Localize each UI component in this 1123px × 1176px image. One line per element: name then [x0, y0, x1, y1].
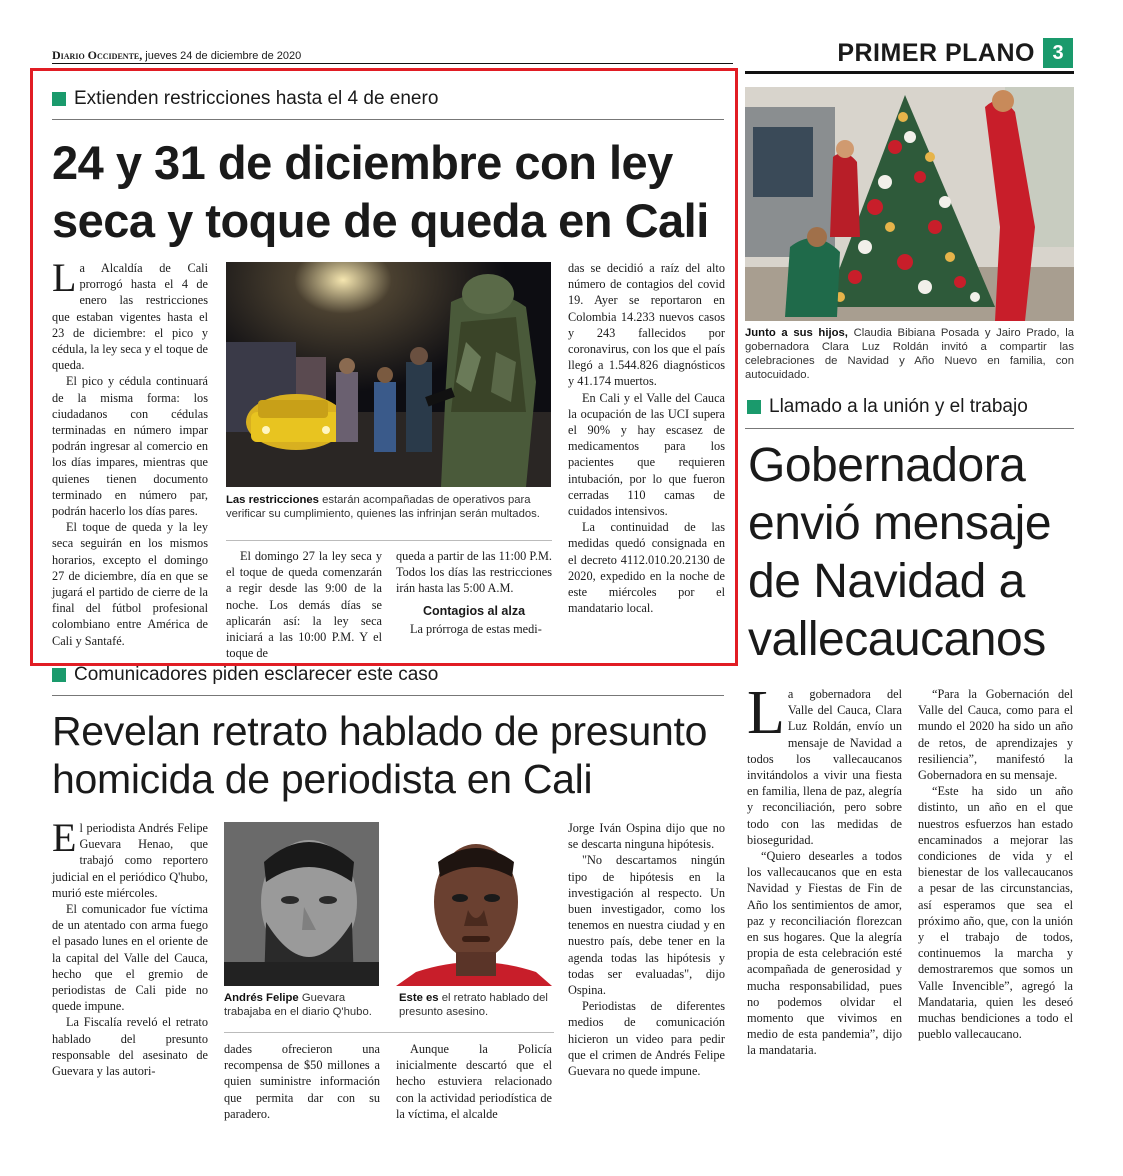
paragraph: “Quiero desearles a todos los vallecaucanos que en esta Navidad y Fiestas de Fin de Año los sentimientos de amor, paz y reconciliación florezcan en sus hogares. Que la alegría propia de esta celebración esté acompañada de generosidad y mucha responsabilidad, pues no podemos olvidar el momento que vivimos en medio de esta pandemia”, dijo la mandataria. — [747, 849, 902, 1058]
headline-line: envió mensaje — [748, 497, 1052, 550]
paragraph: La Fiscalía reveló el retrato hablado del presunto responsable del asesinato de Guevara y las autori- — [52, 1015, 208, 1079]
article2-column-4 — [568, 820, 725, 1079]
suspect-sketch-image — [396, 822, 552, 986]
right-kicker-rule — [745, 428, 1074, 429]
publication-name: Diario Occidente, — [52, 48, 143, 62]
paragraph: La continuidad de las medidas quedó consignada en el decreto 4112.010.20.2130 de 2020, expedido en la noche de este miércoles por el mandatario local. — [568, 520, 725, 616]
headline-line: de Navidad a — [748, 555, 1025, 608]
article2-kicker-rule — [52, 695, 724, 696]
kicker-square-icon — [747, 400, 761, 414]
caption-lead: Junto a sus hijos, — [745, 327, 848, 339]
page-header-info — [52, 48, 301, 63]
header-rule-left — [52, 63, 733, 64]
kicker-square-icon — [52, 668, 66, 682]
paragraph: El comunicador fue víctima de un atentado con arma fuego el pasado lunes en el oriente de la capital del Valle del Cauca, hecho que el gremio de periodistas de Cali pide no quede impune. — [52, 902, 208, 1014]
right-article-column-2 — [918, 686, 1073, 1042]
paragraph: Jorge Iván Ospina dijo que no se descarta ninguna hipótesis. — [568, 821, 725, 852]
drop-cap: L — [52, 255, 77, 300]
journalist-portrait-image — [224, 822, 379, 986]
paragraph: “Para la Gobernación del Valle del Cauca, como para el mundo el 2020 ha sido un año de retos, de aprendizajes y resiliencia”, manifestó la Gobernadora en su mensaje. — [918, 687, 1073, 783]
article1-kicker — [52, 88, 438, 110]
section-header — [837, 38, 1073, 68]
header-rule-right — [745, 71, 1074, 74]
caption-lead: Las restricciones — [226, 494, 319, 506]
paragraph: El toque de queda y la ley seca seguirán en los mismos horarios, excepto el domingo 27 de diciembre, día en que se jugará el partido de cierre de la final del fútbol profesional colombiano entre América de Cali y Santafé. — [52, 520, 208, 648]
paragraph: das se decidió a raíz del alto número de contagios del covid 19. Ayer se reportaron en Colombia 14.233 nuevos casos y 243 fallecidos por coronavirus, con los que el país llegó a 1.544.826 diagnósticos y 41.174 muertos. — [568, 261, 725, 389]
drop-cap: L — [747, 679, 785, 747]
caption-lead: Este es — [399, 992, 439, 1004]
caption-text: estarán acompañadas de operativos para verificar su cumplimiento, quienes las infrinjan serán multados. — [226, 494, 540, 520]
article2-column-3 — [396, 1041, 552, 1122]
article1-column-2 — [226, 548, 382, 661]
article1-photo-caption — [226, 493, 554, 521]
right-article-kicker — [747, 396, 1028, 418]
paragraph: Periodistas de diferentes medios de comunicación hicieron un video para pedir que el crimen de Andrés Felipe Guevara no quede impune. — [568, 999, 725, 1079]
paragraph: “Este ha sido un año distinto, un año en el que nuestros esfuerzos han estado encaminados a mejorar las condiciones de vida y el bienestar de los vallecaucanos a pesar de las circunstancias, así esperamos que sea el próximo año, que, con la unión y el trabajo de todos, continuemos la marcha y demostraremos que somos un Valle Invencible”, agregó la Mandataria, quien les deseó muchas bendiciones a todo el pueblo vallecaucano. — [918, 784, 1073, 1042]
article1-headline-line2: seca y toque de queda en Cali — [52, 194, 709, 247]
article1-photo-checkpoint — [226, 262, 551, 487]
right-article-kicker-text: Llamado a la unión y el trabajo — [769, 396, 1028, 417]
section-title: PRIMER PLANO — [837, 38, 1035, 67]
paragraph: a Alcaldía de Cali prorrogó hasta el 4 de enero las restricciones que estaban vigentes hasta el 23 de diciembre: el pico y cédula, la ley seca y el toque de queda. — [52, 261, 208, 373]
article2-headline-line2: homicida de periodista en Cali — [52, 756, 593, 802]
article2-kicker-text: Comunicadores piden esclarecer este caso — [74, 664, 439, 685]
christmas-tree-image — [745, 87, 1074, 321]
article2-column-1 — [52, 815, 208, 1079]
headline-line: vallecaucanos — [748, 613, 1046, 666]
article2-photo1-caption — [224, 991, 380, 1019]
paragraph: a gobernadora del Valle del Cauca, Clara Luz Roldán, envío un mensaje de Navidad a todos los vallecaucanos invitándolos a vivir una fiesta en familia, llena de paz, alegría y reconciliación, pero sobre todo con las medidas de bioseguridad. — [747, 687, 902, 847]
right-photo-caption — [745, 326, 1074, 382]
paragraph: l periodista Andrés Felipe Guevara Henao, que trabajó como reportero judicial en el periódico Q'hubo, murió este miércoles. — [52, 821, 208, 900]
caption-text: Guevara trabajaba en el diario Q'hubo. — [224, 992, 372, 1018]
article1-column-4 — [568, 260, 725, 616]
article1-column-1 — [52, 255, 208, 649]
paragraph: queda a partir de las 11:00 P.M. Todos los días las restricciones irán hasta las 5:00 A.M. — [396, 549, 552, 596]
article2-headline-line1: Revelan retrato hablado de presunto — [52, 708, 708, 754]
drop-cap: E — [52, 815, 77, 860]
article1-subhead: Contagios al alza — [422, 603, 526, 618]
article1-kicker-rule — [52, 119, 724, 120]
article1-headline — [52, 134, 709, 250]
kicker-square-icon — [52, 92, 66, 106]
article1-kicker-text: Extienden restricciones hasta el 4 de enero — [74, 88, 439, 109]
article2-headline — [52, 707, 707, 803]
article1-column-3 — [396, 548, 552, 637]
caption-text: el retrato hablado del presunto asesino. — [399, 992, 548, 1018]
page-number: 3 — [1043, 38, 1073, 68]
right-article-column-1 — [747, 679, 902, 1059]
caption-rule — [224, 1032, 554, 1033]
paragraph: El domingo 27 la ley seca y el toque de queda comenzarán a regir desde las 9:00 de la noche. Los demás días se aplicarán así: la ley seca iniciará a las 10:00 P.M. Y el toque de — [226, 549, 382, 661]
article1-headline-line1: 24 y 31 de diciembre con ley — [52, 136, 673, 189]
paragraph: Aunque la Policía inicialmente descartó que el hecho estuviera relacionado con la actividad periodística de la víctima, el alcalde — [396, 1042, 552, 1121]
caption-rule — [226, 540, 552, 541]
right-photo-christmas-tree — [745, 87, 1074, 321]
article2-kicker — [52, 664, 438, 686]
paragraph: En Cali y el Valle del Cauca la ocupación de las UCI supera el 90% y hay escasez de medicamentos para los pacientes que requieren intubación, por lo que fueron cerradas 110 camas de cuidados intensivos. — [568, 390, 725, 519]
article2-photo2-caption — [399, 991, 553, 1019]
paragraph: "No descartamos ningún tipo de hipótesis en la investigación al respecto. Un buen investigador, como los tenemos en nuestra ciudad y en nuestro país, debe tener en la agenda todas las hipótesis y todas ser evaluadas", dijo Ospina. — [568, 853, 725, 998]
paragraph: El pico y cédula continuará de la misma forma: los ciudadanos con cédulas terminadas en número impar podrán ingresar al comercio en los días impares, mientras que quienes tienen documento terminado en número par, podrán hacerlo los días pares. — [52, 374, 208, 519]
paragraph: dades ofrecieron una recompensa de $50 millones a quien suministre información que permita dar con su paradero. — [224, 1042, 380, 1121]
caption-text: Claudia Bibiana Posada y Jairo Prado, la gobernadora Clara Luz Roldán invitó a compartir las celebraciones de Navidad y Año Nuevo en familia, con autocuidado. — [745, 327, 1074, 381]
night-checkpoint-image — [226, 262, 551, 487]
headline-line: Gobernadora — [748, 439, 1026, 492]
right-article-headline — [748, 437, 1051, 669]
paragraph: La prórroga de estas medi- — [410, 621, 542, 636]
article2-photo-journalist — [224, 822, 379, 986]
issue-date: jueves 24 de diciembre de 2020 — [142, 50, 302, 62]
caption-lead: Andrés Felipe — [224, 992, 299, 1004]
article2-column-2 — [224, 1041, 380, 1122]
article2-photo-sketch — [396, 822, 552, 986]
